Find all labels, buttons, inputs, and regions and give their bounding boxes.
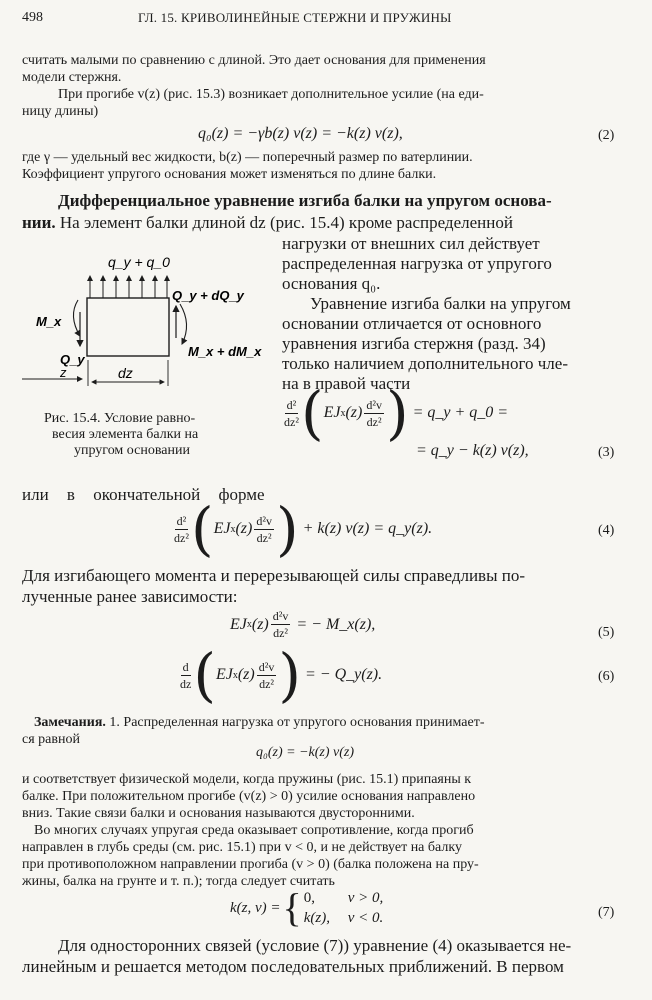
figure-label-shear-left: Q_y	[60, 352, 85, 367]
text-line: модели стержня.	[22, 70, 122, 85]
text-line: вниз. Такие связи балки и основания называются двусторонними.	[22, 806, 415, 821]
equation-2: q₀(z) = −γb(z) v(z) = −k(z) v(z),	[198, 125, 403, 142]
page-number: 498	[22, 10, 43, 25]
notes-label: Замечания.	[34, 715, 106, 730]
fraction: $\frac{\text{d²}}{\text{dz²}}$	[284, 397, 299, 429]
fraction: $\frac{\text{d²v}}{\text{dz²}}$	[366, 397, 382, 429]
beam-element-figure	[22, 240, 272, 400]
text-line: ницу длины)	[22, 104, 99, 119]
text-line: балке. При положительном прогибе (v(z) > 0) усилие основания направлено	[22, 789, 476, 804]
equation-4: $\frac{\text{d²}}{\text{dz²}}$ ( EJ x (z) $\frac{\text{d²v}}{\text{dz²}}$ ) + k(z) v(z) = q_y(z).	[174, 495, 433, 563]
text-line: жины, балка на грунте и т. п.); тогда следует считать	[22, 874, 335, 889]
section-title: Дифференциальное уравнение изгиба балки на упругом основа-	[58, 191, 552, 210]
text-line: при противоположном направлении прогиба (v > 0) (балка положена на пру-	[22, 857, 479, 872]
text-line: направлен в глубь среды (см. рис. 15.1) при v < 0, и не действует на балку	[22, 840, 462, 855]
distributed-load-arrows	[90, 276, 167, 298]
section-title-end: нии.	[22, 213, 56, 232]
equation-number: (3)	[598, 445, 615, 460]
text-line: Для односторонних связей (условие (7)) уравнение (4) оказывается не-	[58, 936, 572, 955]
text-line: ся равной	[22, 732, 80, 747]
figure-caption: весия элемента балки на	[52, 427, 199, 442]
paren-left: (	[300, 379, 324, 447]
text-line: 1. Распределенная нагрузка от упругого основания принимает-	[109, 715, 485, 730]
equation-number: (5)	[598, 625, 615, 640]
equation-3: $\frac{\text{d²}}{\text{dz²}}$ ( EJ x (z) $\frac{\text{d²v}}{\text{dz²}}$ ) = q_y + q_0 =	[284, 379, 509, 447]
figure-caption: Рис. 15.4. Условие равно-	[44, 411, 196, 426]
figure-caption: упругом основании	[74, 443, 190, 458]
notes-equation: q₀(z) = −k(z) v(z)	[256, 745, 355, 760]
beam-element-rect	[87, 298, 169, 356]
figure-label-load: q_y + q_0	[108, 254, 170, 270]
brace: {	[282, 885, 302, 930]
text-line: Во многих случаях упругая среда оказывает сопротивление, когда прогиб	[34, 823, 474, 838]
equation-7: k(z, v) = { 0, v > 0, k(z), v < 0.	[230, 885, 384, 930]
text-line: нагрузки от внешних сил действует	[282, 234, 540, 253]
text-line: Уравнение изгиба балки на упругом	[310, 294, 571, 313]
equation-number: (6)	[598, 669, 615, 684]
text-line: и соответствует физической модели, когда пружины (рис. 15.1) припаяны к	[22, 772, 472, 787]
text-line: считать малыми по сравнению с длиной. Это дает основания для применения	[22, 53, 486, 68]
figure-label-dz: dz	[118, 365, 133, 381]
moment-arrow	[180, 304, 187, 344]
text-line: где γ — удельный вес жидкости, b(z) — поперечный размер по ватерлинии.	[22, 150, 473, 165]
figure-label-shear-right: Q_y + dQ_y	[172, 288, 244, 303]
text-line: распределенная нагрузка от упругого	[282, 254, 552, 273]
text-line: При прогибе v(z) (рис. 15.3) возникает дополнительное усилие (на еди-	[58, 87, 484, 102]
equation-number: (2)	[598, 128, 615, 143]
figure-label-moment-right: M_x + dM_x	[188, 344, 262, 359]
figure-label-moment-left: M_x	[36, 314, 62, 329]
text-line: лученные ранее зависимости:	[22, 587, 238, 606]
text-line: Коэффициент упругого основания может изменяться по длине балки.	[22, 167, 437, 182]
equation-3-line2: = q_y − k(z) v(z),	[416, 442, 529, 459]
figure-label-z: z	[60, 365, 67, 380]
equation-6: $\frac{d}{dz}$ ( EJ x (z) $\frac{\text{d²v}}{\text{dz²}}$ ) = − Q_y(z).	[180, 641, 383, 709]
equation-number: (4)	[598, 523, 615, 538]
text-line: На элемент балки длиной dz (рис. 15.4) кроме распределенной	[59, 213, 513, 232]
text-line: линейным и решается методом последовательных приближений. В первом	[22, 957, 564, 976]
running-title: ГЛ. 15. КРИВОЛИНЕЙНЫЕ СТЕРЖНИ И ПРУЖИНЫ	[138, 10, 452, 25]
equation-5: EJ x (z) $\frac{\text{d²v}}{\text{dz²}}$ = − M_x(z),	[230, 609, 376, 640]
text-line: на в правой части	[282, 374, 411, 393]
text-line: только наличием дополнительного чле-	[282, 354, 568, 373]
equation-number: (7)	[598, 905, 615, 920]
text-line: основании отличается от основного	[282, 314, 542, 333]
text-line: Для изгибающего момента и перерезывающей силы справедливы по-	[22, 566, 526, 585]
moment-arrow	[73, 300, 80, 336]
text-line: основания q₀.	[282, 274, 381, 293]
text-line: уравнения изгиба стержня (разд. 34)	[282, 334, 546, 353]
text-line: или в окончательной форме	[22, 485, 265, 504]
paren-right: )	[385, 379, 409, 447]
